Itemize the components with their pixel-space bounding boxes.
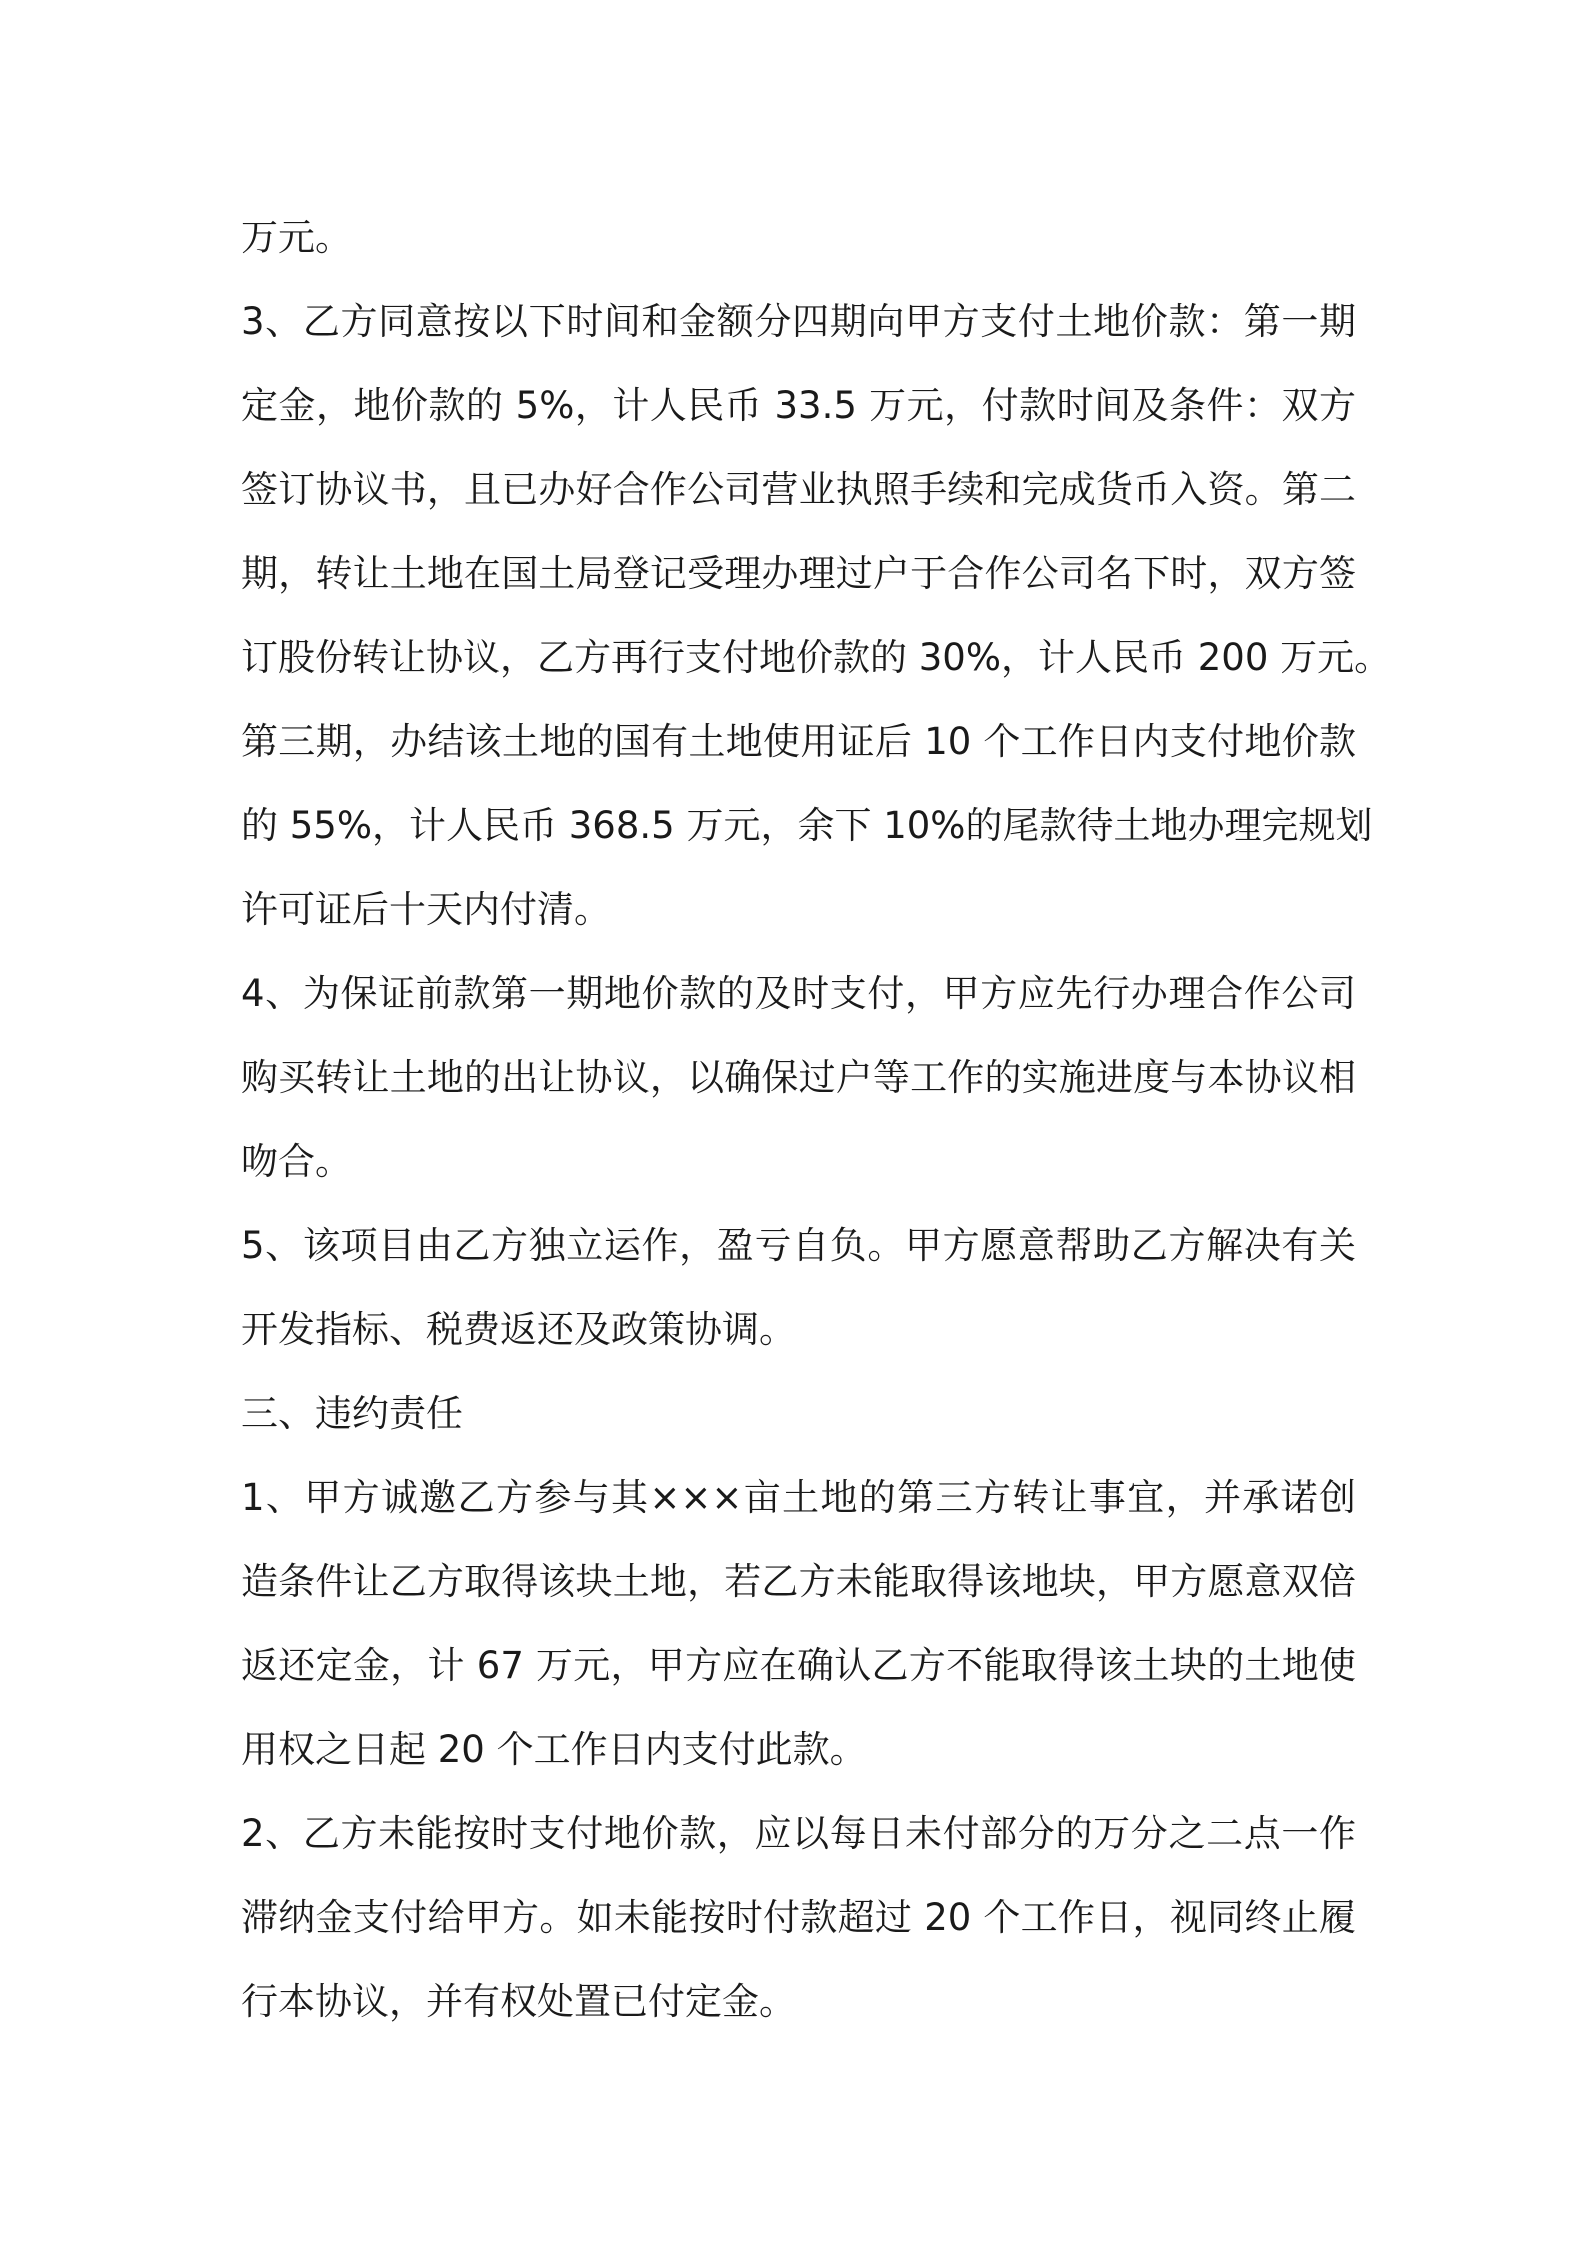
text-line: 购买转让土地的出让协议，以确保过户等工作的实施进度与本协议相 — [241, 1056, 1356, 1099]
document-body — [241, 196, 1392, 2044]
text-line: 吻合。 — [241, 1140, 352, 1183]
text-line: 行本协议，并有权处置已付定金。 — [241, 1980, 796, 2023]
text-line: 4、为保证前款第一期地价款的及时支付，甲方应先行办理合作公司 — [241, 972, 1356, 1015]
text-line: 1、甲方诚邀乙方参与其×××亩土地的第三方转让事宜，并承诺创 — [241, 1476, 1356, 1519]
text-line: 万元。 — [241, 216, 352, 259]
section-heading: 三、违约责任 — [241, 1392, 463, 1435]
text-line: 滞纳金支付给甲方。如未能按时付款超过 20 个工作日，视同终止履 — [241, 1896, 1356, 1939]
text-line: 的 55%，计人民币 368.5 万元，余下 10%的尾款待土地办理完规划 — [241, 804, 1373, 847]
text-line: 5、该项目由乙方独立运作，盈亏自负。甲方愿意帮助乙方解决有关 — [241, 1224, 1356, 1267]
text-line: 造条件让乙方取得该块土地，若乙方未能取得该地块，甲方愿意双倍 — [241, 1560, 1356, 1603]
text-line: 第三期，办结该土地的国有土地使用证后 10 个工作日内支付地价款 — [241, 720, 1356, 763]
text-line: 2、乙方未能按时支付地价款，应以每日未付部分的万分之二点一作 — [241, 1812, 1356, 1855]
text-line: 定金，地价款的 5%，计人民币 33.5 万元，付款时间及条件：双方 — [241, 384, 1356, 427]
text-line: 许可证后十天内付清。 — [241, 888, 611, 931]
text-line: 开发指标、税费返还及政策协调。 — [241, 1308, 796, 1351]
text-line: 签订协议书，且已办好合作公司营业执照手续和完成货币入资。第二 — [241, 468, 1356, 511]
text-line: 用权之日起 20 个工作日内支付此款。 — [241, 1728, 867, 1771]
text-line: 返还定金，计 67 万元，甲方应在确认乙方不能取得该土块的土地使 — [241, 1644, 1356, 1687]
text-line: 期，转让土地在国土局登记受理办理过户于合作公司名下时，双方签 — [241, 552, 1356, 595]
text-line: 订股份转让协议，乙方再行支付地价款的 30%，计人民币 200 万元。 — [241, 636, 1392, 679]
text-line: 3、乙方同意按以下时间和金额分四期向甲方支付土地价款：第一期 — [241, 300, 1356, 343]
